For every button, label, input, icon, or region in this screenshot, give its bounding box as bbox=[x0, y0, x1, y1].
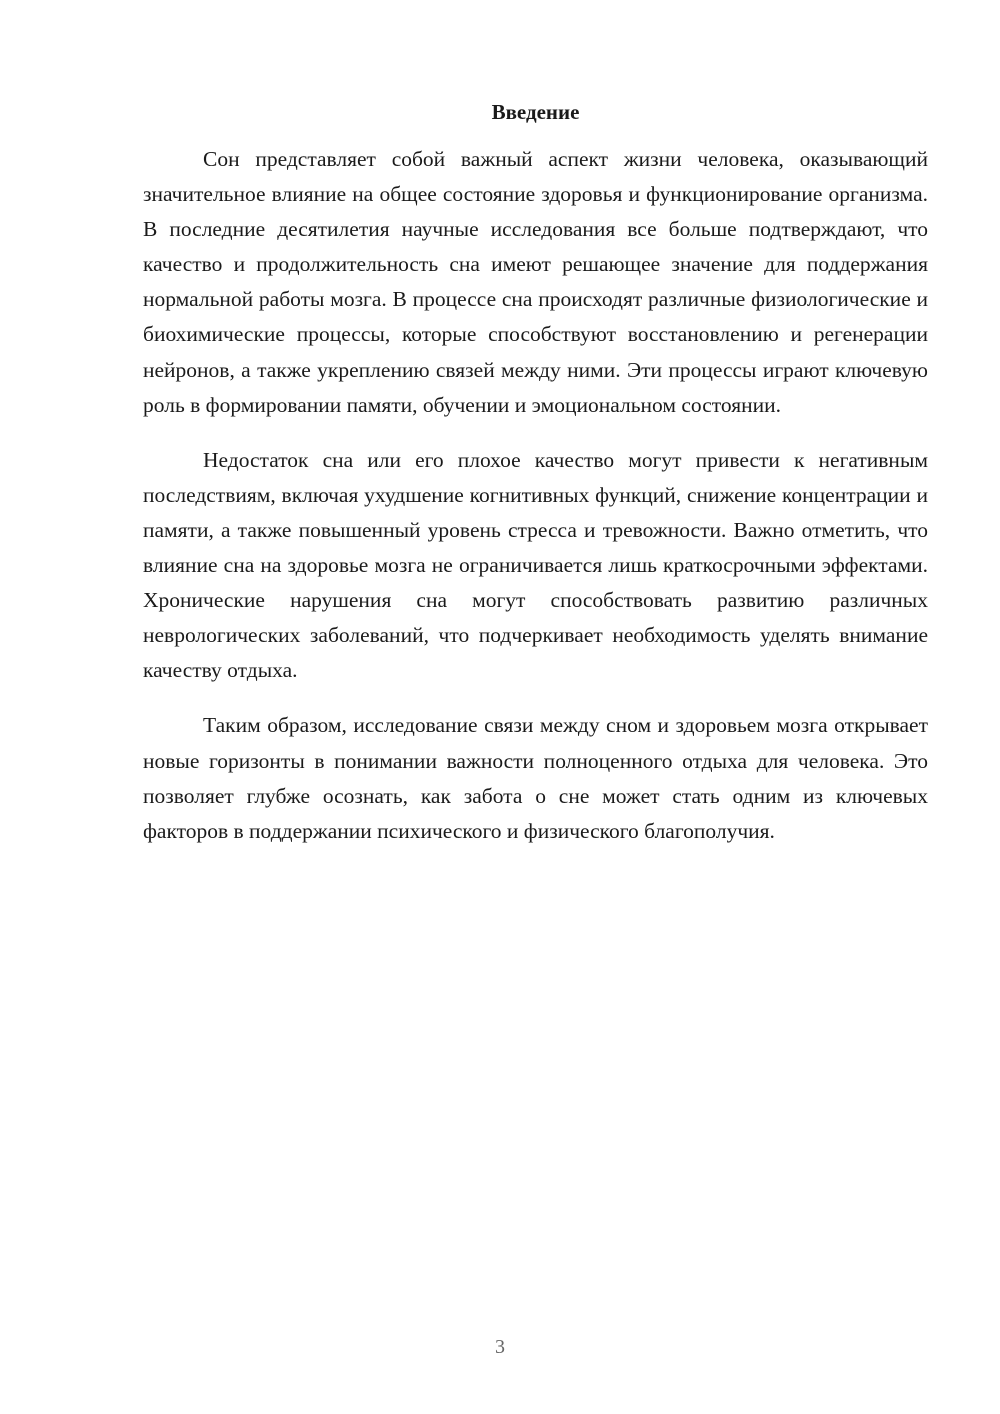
paragraph: Таким образом, исследование связи между сном и здоровьем мозга открывает новые горизонты в понимании важности полноценного отдыха для человека. Это позволяет глубже осознать, как забота о сне может стать одним из ключевых факторов в поддержании психического и физического благополучия. bbox=[143, 713, 928, 843]
section-title: Введение bbox=[491, 100, 580, 124]
body-text bbox=[143, 142, 928, 869]
paragraph: Сон представляет собой важный аспект жизни человека, оказывающий значительное влияние на общее состояние здоровья и функционирование организма. В последние десятилетия научные исследования все больше подтверждают, что качество и продолжительность сна имеют решающее значение для поддержания нормальной работы мозга. В процессе сна происходят различные физиологические и биохимические процессы, которые способствуют восстановлению и регенерации нейронов, а также укреплению связей между ними. Эти процессы играют ключевую роль в формировании памяти, обучении и эмоциональном состоянии. bbox=[143, 147, 928, 417]
paragraph: Недостаток сна или его плохое качество могут привести к негативным последствиям, включая ухудшение когнитивных функций, снижение концентрации и памяти, а также повышенный уровень стресса и тревожности. Важно отметить, что влияние сна на здоровье мозга не ограничивается лишь краткосрочными эффектами. Хронические нарушения сна могут способствовать развитию различных неврологических заболеваний, что подчеркивает необходимость уделять внимание качеству отдыха. bbox=[143, 447, 928, 683]
page-number: 3 bbox=[495, 1336, 505, 1358]
